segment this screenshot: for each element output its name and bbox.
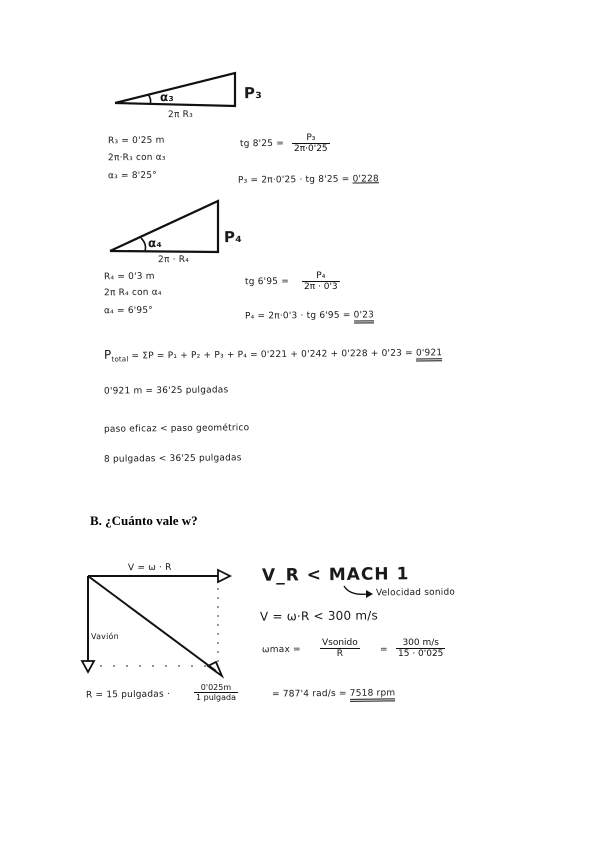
triangle3-side-label: P₃ <box>243 83 263 103</box>
triangle-p4-diagram <box>105 196 230 258</box>
comparison-line: 8 pulgadas < 36'25 pulgadas <box>103 453 242 465</box>
conversion-fraction <box>194 683 238 702</box>
sound-note: Velocidad sonido <box>375 587 456 599</box>
given3-angle: α₃ = 8'25° <box>107 170 158 182</box>
mach-condition: V_R < MACH 1 <box>261 564 410 586</box>
section-b-heading: B. ¿Cuánto vale w? <box>90 513 198 528</box>
triangle4-base-label: 2π · R₄ <box>157 254 190 266</box>
given3-radius: R₃ = 0'25 m <box>107 135 165 147</box>
speed-relation: V = ω·R < 300 m/s <box>259 608 378 624</box>
given4-circumference: 2π R₄ con α₄ <box>103 287 162 299</box>
tan4-denominator: 2π · 0'3 <box>304 282 338 292</box>
wmax-equals: = <box>379 644 388 656</box>
given3-circumference: 2π·R₃ con α₃ <box>107 152 166 164</box>
given4-radius: R₄ = 0'3 m <box>103 271 155 283</box>
total-lhs: P <box>103 347 112 362</box>
tan4-numerator: P₄ <box>302 271 340 282</box>
velocity-triangle-diagram <box>78 566 238 681</box>
result3-value: 0'228 <box>352 174 380 185</box>
triangle4-side-label: P₄ <box>223 227 243 247</box>
tan3-lhs: tg 8'25 = <box>239 138 285 150</box>
wmax-fraction-1 <box>320 638 360 659</box>
triangle3-base-label: 2π R₃ <box>167 109 193 121</box>
final-line <box>272 688 395 699</box>
wmax-den1: R <box>336 649 344 659</box>
conversion-num: 0'025m <box>194 683 238 693</box>
result3-expr: P₃ = 2π·0'25 · tg 8'25 = <box>237 174 350 186</box>
triangle3-angle-label: α₃ <box>159 89 174 105</box>
wmax-num1: Vsonido <box>322 638 358 648</box>
final-expr: = 787'4 rad/s = <box>271 688 347 700</box>
tan3-denominator: 2π·0'25 <box>294 144 328 154</box>
wmax-fraction-2 <box>396 638 445 659</box>
wmax-num2: 300 m/s <box>396 638 445 649</box>
efficiency-line: paso eficaz < paso geométrico <box>103 423 250 435</box>
velocity-label: V = ω · R <box>127 562 172 574</box>
inches-line: 0'921 m = 36'25 pulgadas <box>103 385 229 397</box>
triangle4-angle-label: α₄ <box>147 235 162 251</box>
wmax-den2: 15 · 0'025 <box>398 649 444 659</box>
total-expr: = ΣP = P₁ + P₂ + P₃ + P₄ = 0'221 + 0'242 + 0'228 + 0'23 = <box>131 348 413 362</box>
wmax-lhs: ωmax = <box>261 644 301 656</box>
tan3-numerator: P₃ <box>292 133 330 144</box>
triangle-p3-diagram <box>110 66 240 116</box>
conversion-den: 1 pulgada <box>196 693 236 702</box>
total-sub: total <box>111 355 129 364</box>
result3-line <box>238 174 379 185</box>
result4-line <box>245 310 374 321</box>
result4-expr: P₄ = 2π·0'3 · tg 6'95 = <box>244 310 351 322</box>
total-line <box>104 344 442 363</box>
total-value: 0'921 <box>416 348 443 361</box>
tan4-lhs: tg 6'95 = <box>244 276 290 288</box>
tan4-fraction <box>302 271 340 292</box>
r-value: R = 15 pulgadas · <box>85 689 171 701</box>
result4-value: 0'23 <box>354 310 375 323</box>
final-value: 7518 rpm <box>350 688 396 701</box>
given4-angle: α₄ = 6'95° <box>103 305 154 317</box>
tan3-fraction <box>292 133 330 154</box>
vertical-velocity-label: Vavión <box>90 631 119 642</box>
